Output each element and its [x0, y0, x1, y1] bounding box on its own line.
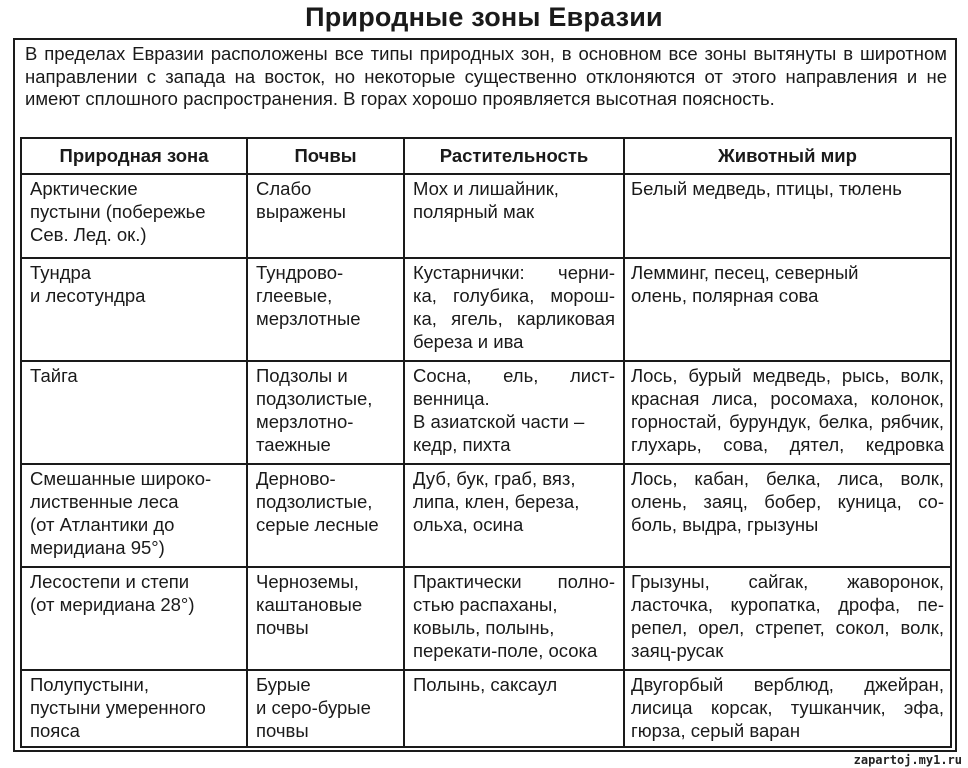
cell-line: красная лиса, росомаха, колонок,: [631, 388, 944, 409]
table-row: [21, 258, 951, 361]
cell-zone: [21, 258, 247, 361]
content-frame: [13, 38, 957, 752]
cell-soils: [247, 670, 404, 747]
cell-line: и серо-бурые: [256, 697, 371, 718]
cell-line: кедр, пихта: [413, 434, 511, 455]
cell-zone: [21, 464, 247, 567]
cell-line: пояса: [30, 720, 80, 741]
cell-line: выражены: [256, 201, 346, 222]
cell-line: глухарь, сова, дятел, кедровка: [631, 434, 944, 455]
cell-line: мерзлотные: [256, 308, 361, 329]
cell-line: и лесотундра: [30, 285, 146, 306]
intro-paragraph: В пределах Евразии расположены все типы природных зон, в основном все зоны вытянуты в широтном направлении с запада на восток, но некоторые существенно отклоняются от этого направления и не имеют сплошного распространения. В горах хорошо проявляется высотная поясность.: [25, 43, 947, 109]
cell-line: Сосна, ель, лист-: [413, 365, 615, 386]
cell-line: Тундра: [30, 262, 92, 283]
page-title: Природные зоны Евразии: [305, 2, 663, 32]
cell-line: Дерново-: [256, 468, 336, 489]
cell-plants: [404, 464, 624, 567]
cell-line: венница.: [413, 388, 490, 409]
cell-line: Белый медведь, птицы, тюлень: [631, 178, 902, 199]
cell-line: Тундрово-: [256, 262, 344, 283]
cell-animals: [624, 567, 951, 670]
cell-zone: [21, 174, 247, 258]
cell-line: Кустарнички: черни-: [413, 262, 615, 283]
cell-line: береза и ива: [413, 331, 524, 352]
cell-line: подзолистые,: [256, 388, 373, 409]
cell-line: Черноземы,: [256, 571, 359, 592]
cell-line: заяц-русак: [631, 640, 724, 661]
cell-line: Грызуны, сайгак, жаворонок,: [631, 571, 944, 592]
cell-line: Бурые: [256, 674, 311, 695]
header-plants: Растительность: [404, 138, 624, 174]
cell-line: Лемминг, песец, северный: [631, 262, 859, 283]
cell-line: ка, ягель, карликовая: [413, 308, 615, 329]
cell-zone: [21, 567, 247, 670]
cell-zone: [21, 361, 247, 464]
cell-line: почвы: [256, 617, 309, 638]
cell-animals: [624, 174, 951, 258]
cell-line: В азиатской части –: [413, 411, 585, 432]
header-animals: Животный мир: [624, 138, 951, 174]
cell-line: ка, голубика, морош-: [413, 285, 615, 306]
cell-animals: [624, 361, 951, 464]
cell-line: Подзолы и: [256, 365, 348, 386]
cell-line: меридиана 95°): [30, 537, 165, 558]
cell-line: (от меридиана 28°): [30, 594, 195, 615]
table-header-row: [21, 138, 951, 174]
cell-line: полярный мак: [413, 201, 535, 222]
cell-animals: [624, 258, 951, 361]
cell-line: Полынь, саксаул: [413, 674, 558, 695]
cell-line: Дуб, бук, граб, вяз,: [413, 468, 576, 489]
cell-line: пустыни (побережье: [30, 201, 206, 222]
table-row: [21, 464, 951, 567]
cell-line: подзолистые,: [256, 491, 373, 512]
cell-soils: [247, 567, 404, 670]
cell-line: Тайга: [30, 365, 78, 386]
cell-line: каштановые: [256, 594, 363, 615]
cell-soils: [247, 174, 404, 258]
cell-line: таежные: [256, 434, 331, 455]
cell-soils: [247, 361, 404, 464]
cell-line: Смешанные широко-: [30, 468, 212, 489]
cell-line: ковыль, полынь,: [413, 617, 555, 638]
cell-line: Слабо: [256, 178, 312, 199]
cell-line: ольха, осина: [413, 514, 524, 535]
cell-line: лисица корсак, тушканчик, эфа,: [631, 697, 944, 718]
header-soils: Почвы: [247, 138, 404, 174]
cell-line: почвы: [256, 720, 309, 741]
cell-plants: [404, 174, 624, 258]
table-row: [21, 174, 951, 258]
cell-animals: [624, 670, 951, 747]
cell-line: Лось, кабан, белка, лиса, волк,: [631, 468, 944, 489]
cell-line: олень, полярная сова: [631, 285, 819, 306]
cell-line: серые лесные: [256, 514, 379, 535]
cell-line: мерзлотно-: [256, 411, 354, 432]
cell-plants: [404, 670, 624, 747]
cell-plants: [404, 361, 624, 464]
cell-line: глеевые,: [256, 285, 333, 306]
cell-line: боль, выдра, грызуны: [631, 514, 819, 535]
cell-zone: [21, 670, 247, 747]
cell-line: ласточка, куропатка, дрофа, пе-: [631, 594, 944, 615]
cell-soils: [247, 464, 404, 567]
cell-line: лиственные леса: [30, 491, 179, 512]
table-row: [21, 567, 951, 670]
cell-plants: [404, 258, 624, 361]
cell-line: олень, заяц, бобер, куница, со-: [631, 491, 944, 512]
cell-line: (от Атлантики до: [30, 514, 175, 535]
cell-line: горностай, бурундук, белка, рябчик,: [631, 411, 944, 432]
cell-plants: [404, 567, 624, 670]
table-row: [21, 670, 951, 747]
cell-line: пустыни умеренного: [30, 697, 206, 718]
cell-line: Арктические: [30, 178, 138, 199]
cell-soils: [247, 258, 404, 361]
cell-line: стью распаханы,: [413, 594, 558, 615]
natural-zones-table: [20, 137, 952, 748]
cell-line: липа, клен, береза,: [413, 491, 580, 512]
cell-line: Полупустыни,: [30, 674, 149, 695]
header-zone: Природная зона: [21, 138, 247, 174]
cell-line: репел, орел, стрепет, сокол, волк,: [631, 617, 944, 638]
cell-line: Сев. Лед. ок.): [30, 224, 147, 245]
cell-line: Мох и лишайник,: [413, 178, 559, 199]
cell-line: Двугорбый верблюд, джейран,: [631, 674, 944, 695]
cell-line: Лось, бурый медведь, рысь, волк,: [631, 365, 944, 386]
cell-line: гюрза, серый варан: [631, 720, 801, 741]
table-row: [21, 361, 951, 464]
cell-line: Практически полно-: [413, 571, 615, 592]
cell-line: перекати-поле, осока: [413, 640, 598, 661]
watermark: zapartoj.my1.ru: [853, 753, 962, 767]
cell-animals: [624, 464, 951, 567]
cell-line: Лесостепи и степи: [30, 571, 190, 592]
